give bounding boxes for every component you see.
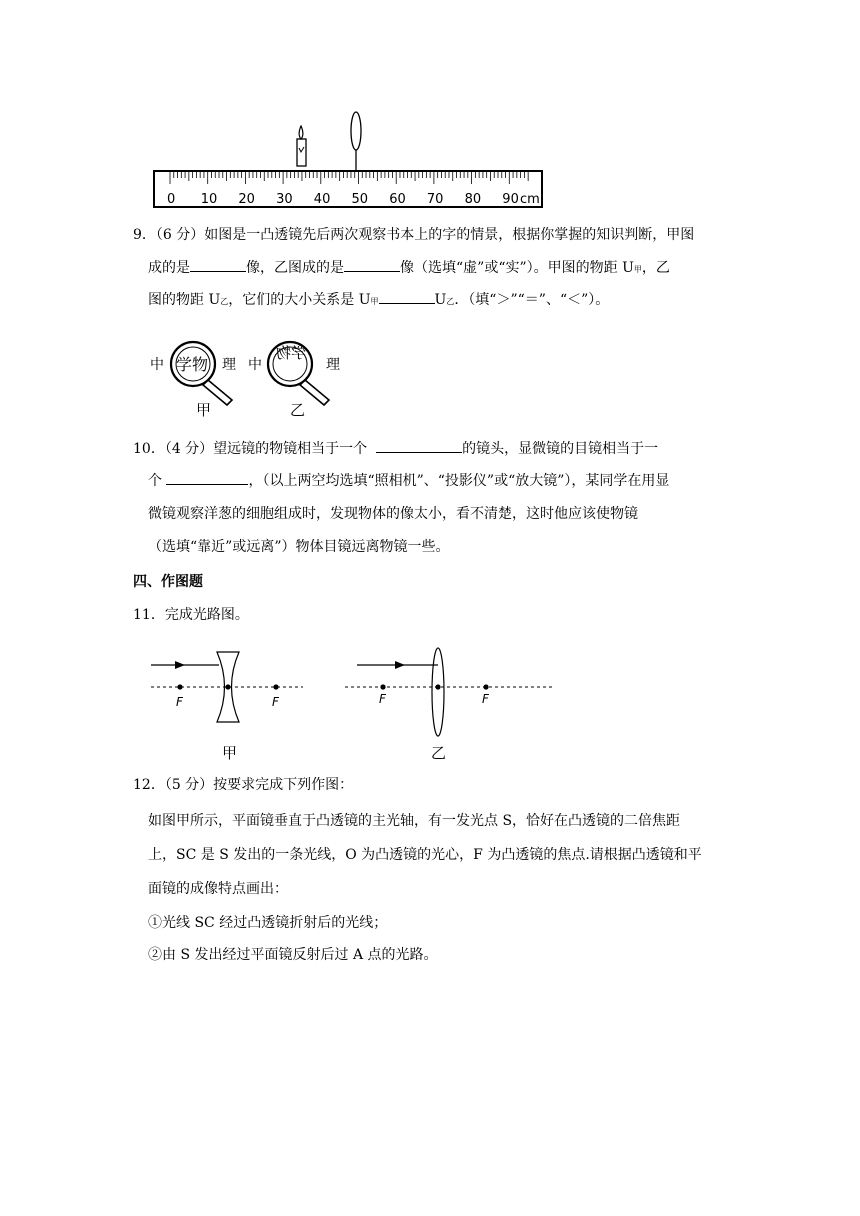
svg-text:理: 理 — [326, 357, 340, 373]
answer-blank[interactable] — [190, 257, 246, 272]
concave-lens-diagram — [151, 652, 303, 762]
ruler-label: 60 — [389, 192, 406, 207]
svg-text:学物: 学物 — [176, 355, 209, 374]
ruler-label: 40 — [313, 192, 331, 207]
light-path-figure — [145, 645, 565, 765]
q9-line-1: 9．（6 分）如图是一凸透镜先后两次观察书本上的字的情景，根据你掌握的知识判断，甲图 — [133, 227, 695, 243]
q12-line-3: 上，SC 是 S 发出的一条光线，O 为凸透镜的光心，F 为凸透镜的焦点.请根据凸透镜和平 — [148, 847, 702, 863]
svg-text:中: 中 — [150, 357, 164, 373]
svg-text:理: 理 — [222, 357, 236, 373]
q10-number: 10． — [133, 441, 165, 457]
ruler-label: 70 — [426, 192, 444, 207]
q12-item-1: ①光线 SC 经过凸透镜折射后的光线； — [148, 915, 388, 931]
svg-text:甲: 甲 — [222, 744, 238, 762]
magnifier-left-icon — [150, 342, 236, 405]
q10-line-2: 个 ，（以上两空均选填“照相机”、“投影仪”或“放大镜”），某同学在用显 — [148, 470, 669, 491]
q9-line-3: 图的物距 U乙，它们的大小关系是 U甲 U乙．（填“＞”“＝”、“＜”）。 — [148, 289, 609, 312]
answer-blank[interactable] — [376, 438, 462, 453]
fig-label-yi: 乙 — [290, 401, 306, 419]
q11-prompt: 11．完成光路图。 — [133, 607, 249, 623]
q12-line-4: 面镜的成像特点画出： — [148, 881, 288, 897]
svg-text:F: F — [176, 695, 183, 709]
q12-item-2: ②由 S 发出经过平面镜反射后过 A 点的光路。 — [148, 947, 438, 963]
arrow-icon — [175, 661, 185, 669]
convex-lens-icon — [432, 648, 444, 736]
fig-label-jia: 甲 — [196, 401, 212, 419]
magnifier-figure — [148, 338, 348, 420]
ruler-label: 90 — [502, 192, 519, 207]
candle-icon — [297, 126, 306, 166]
answer-blank[interactable] — [379, 289, 435, 304]
convex-lens-icon — [351, 112, 361, 150]
q10-line-1: 10．（4 分）望远镜的物镜相当于一个 的镜头，显微镜的目镜相当于一 — [133, 438, 658, 459]
ruler-label: 20 — [238, 192, 255, 207]
q12-line-2: 如图甲所示，平面镜垂直于凸透镜的主光轴，有一发光点 S，恰好在凸透镜的二倍焦距 — [148, 813, 681, 829]
q10-line-4: （选填“靠近”或远离”）物体目镜远离物镜一些。 — [148, 539, 450, 555]
ruler-label: 80 — [464, 192, 482, 207]
svg-text:F: F — [482, 692, 489, 706]
svg-text:学物: 学物 — [275, 344, 306, 362]
ruler-label: 30 — [276, 192, 293, 207]
svg-text:F: F — [379, 692, 386, 706]
answer-blank[interactable] — [344, 257, 400, 272]
svg-text:F: F — [272, 695, 279, 709]
q10-line-3: 微镜观察洋葱的细胞组成时，发现物体的像太小，看不清楚，这时他应该使物镜 — [148, 506, 638, 522]
magnifier-right-icon — [248, 342, 340, 405]
svg-text:中: 中 — [248, 357, 262, 373]
svg-text:乙: 乙 — [431, 744, 447, 762]
q9-number: 9． — [133, 227, 156, 243]
ruler-unit: cm — [520, 192, 540, 207]
ruler-label: 10 — [200, 192, 218, 207]
arrow-icon — [395, 661, 405, 669]
q12-line-1: 12．（5 分）按要求完成下列作图： — [133, 777, 354, 793]
section-heading: 四、作图题 — [133, 574, 203, 590]
q9-line-2: 成的是 像，乙图成的是 像（选填“虚”或“实”）。甲图的物距 U甲，乙 — [148, 257, 670, 280]
ruler-label: 50 — [351, 192, 369, 207]
convex-lens-diagram — [345, 648, 555, 762]
ruler-label: 0 — [167, 192, 176, 207]
answer-blank[interactable] — [166, 470, 248, 485]
ruler-figure — [150, 110, 550, 212]
